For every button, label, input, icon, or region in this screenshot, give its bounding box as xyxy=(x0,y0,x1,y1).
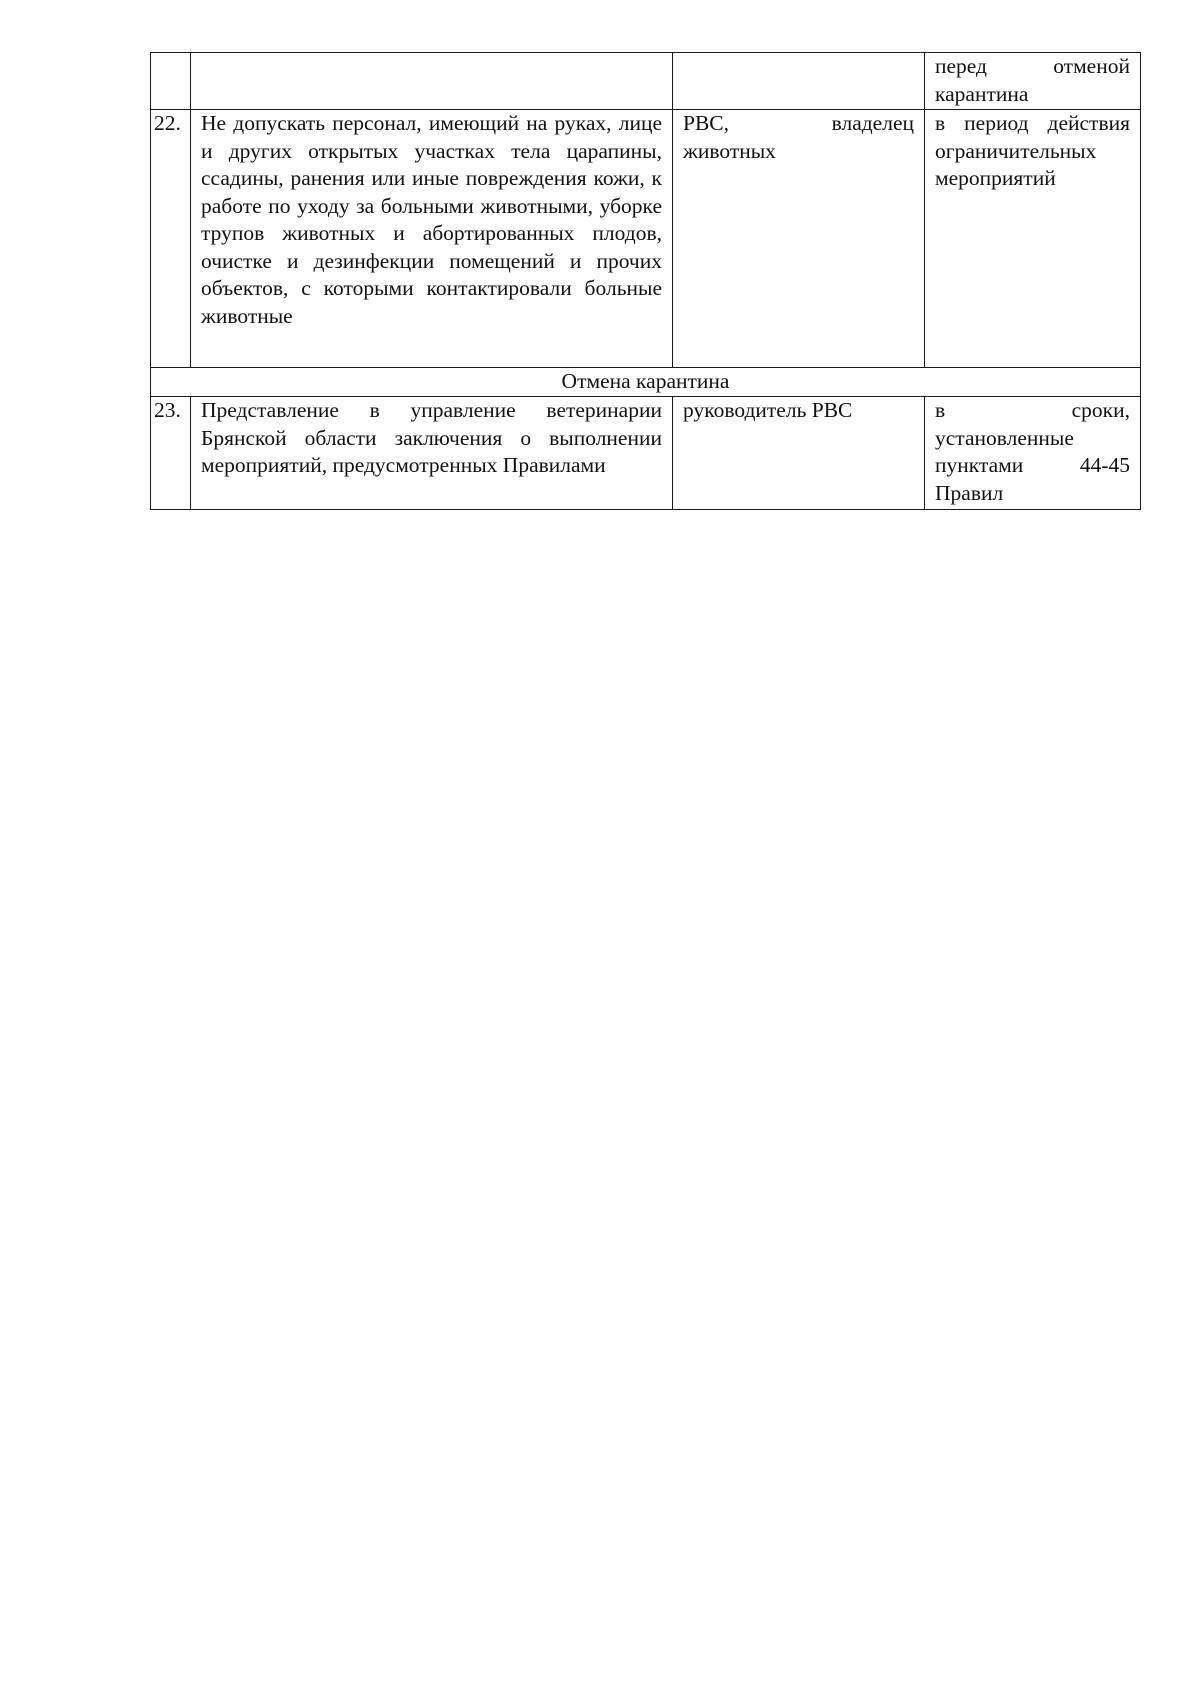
section-title: Отмена карантина xyxy=(151,368,1141,397)
table-row-22 xyxy=(151,110,1141,368)
row-number-cell: 23. xyxy=(151,397,191,510)
term-cell: перед отменой карантина xyxy=(925,53,1141,110)
description-cell: Представление в управление ветеринарии Брянской области заключения о выполнении мероприятий, предусмотренных Правилами xyxy=(191,397,673,510)
section-row xyxy=(151,368,1141,397)
term-cell: в сроки, установленные пунктами 44-45 Правил xyxy=(925,397,1141,510)
description-cell: Не допускать персонал, имеющий на руках, лице и других открытых участках тела царапины, ссадины, ранения или иные повреждения кожи, к работе по уходу за больными животными, уборке трупов животных и абортированных плодов, очистке и дезинфекции помещений и прочих объектов, с которыми контактировали больные животные xyxy=(191,110,673,368)
term-cell: в период действия ограничительных мероприятий xyxy=(925,110,1141,368)
measures-table xyxy=(150,52,1141,510)
responsible-cell: РВС, владелец животных xyxy=(673,110,925,368)
table-row-continuation xyxy=(151,53,1141,110)
responsible-cell xyxy=(673,53,925,110)
responsible-cell: руководитель РВС xyxy=(673,397,925,510)
description-cell xyxy=(191,53,673,110)
row-number-cell: 22. xyxy=(151,110,191,368)
row-number-cell xyxy=(151,53,191,110)
table-row-23 xyxy=(151,397,1141,510)
